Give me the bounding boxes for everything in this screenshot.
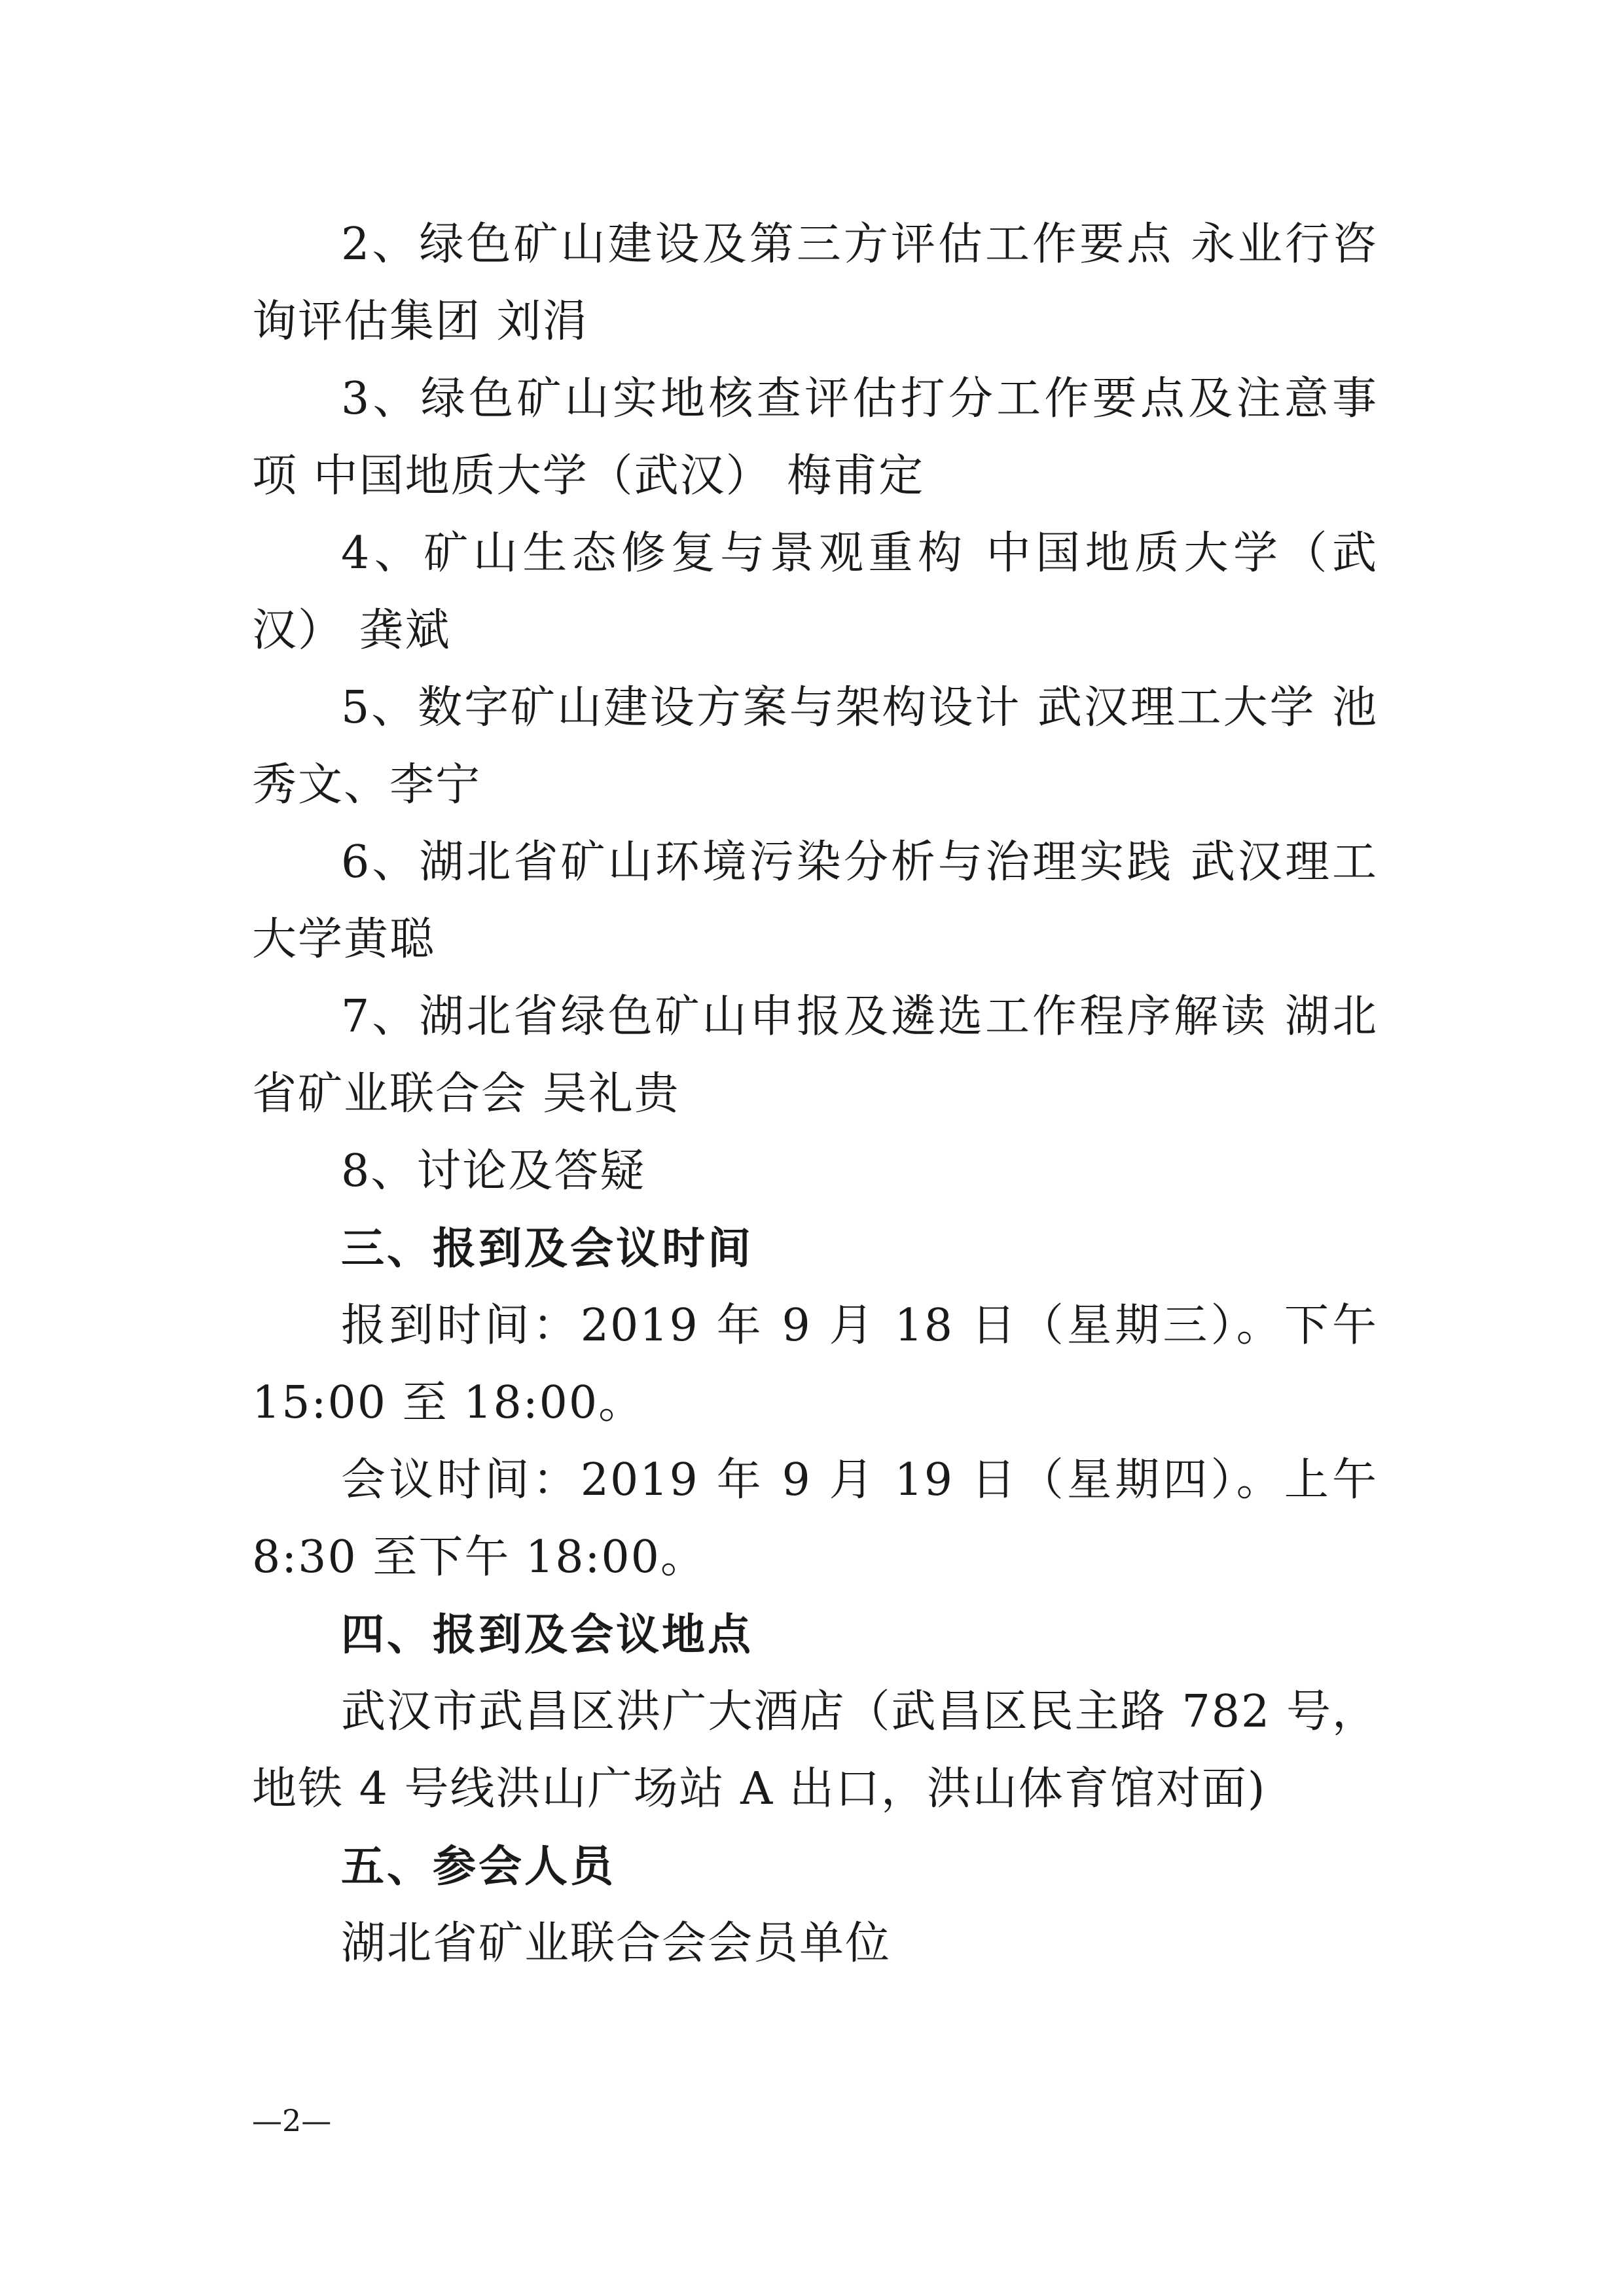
page-number: —2—	[252, 2103, 332, 2138]
meeting-time: 会议时间：2019 年 9 月 19 日（星期四）。上午 8:30 至下午 18:00。	[252, 1454, 1378, 1583]
venue-address: 武汉市武昌区洪广大酒店（武昌区民主路 782 号，地铁 4 号线洪山广场站 A 出口，洪山体育馆对面)	[252, 1686, 1378, 1815]
agenda-item-8: 8、讨论及答疑	[341, 1145, 646, 1197]
document-body	[252, 206, 1378, 1982]
agenda-item-4: 4、矿山生态修复与景观重构 中国地质大学（武汉） 龚斌	[252, 528, 1378, 656]
section-heading-venue: 四、报到及会议地点	[341, 1609, 753, 1660]
section-heading-registration-time: 三、报到及会议时间	[341, 1223, 753, 1274]
attendees: 湖北省矿业联合会会员单位	[341, 1918, 892, 1969]
agenda-item-6: 6、湖北省矿山环境污染分析与治理实践 武汉理工大学黄聪	[252, 836, 1378, 965]
agenda-item-2: 2、绿色矿山建设及第三方评估工作要点 永业行咨询评估集团 刘涓	[252, 219, 1378, 348]
agenda-item-3: 3、绿色矿山实地核查评估打分工作要点及注意事项 中国地质大学（武汉） 梅甫定	[252, 373, 1378, 502]
agenda-item-7: 7、湖北省绿色矿山申报及遴选工作程序解读 湖北省矿业联合会 吴礼贵	[252, 991, 1378, 1120]
agenda-item-5: 5、数字矿山建设方案与架构设计 武汉理工大学 池秀文、李宁	[252, 682, 1378, 811]
section-heading-attendees: 五、参会人员	[341, 1841, 616, 1892]
registration-time: 报到时间：2019 年 9 月 18 日（星期三）。下午 15:00 至 18:00。	[252, 1300, 1378, 1429]
